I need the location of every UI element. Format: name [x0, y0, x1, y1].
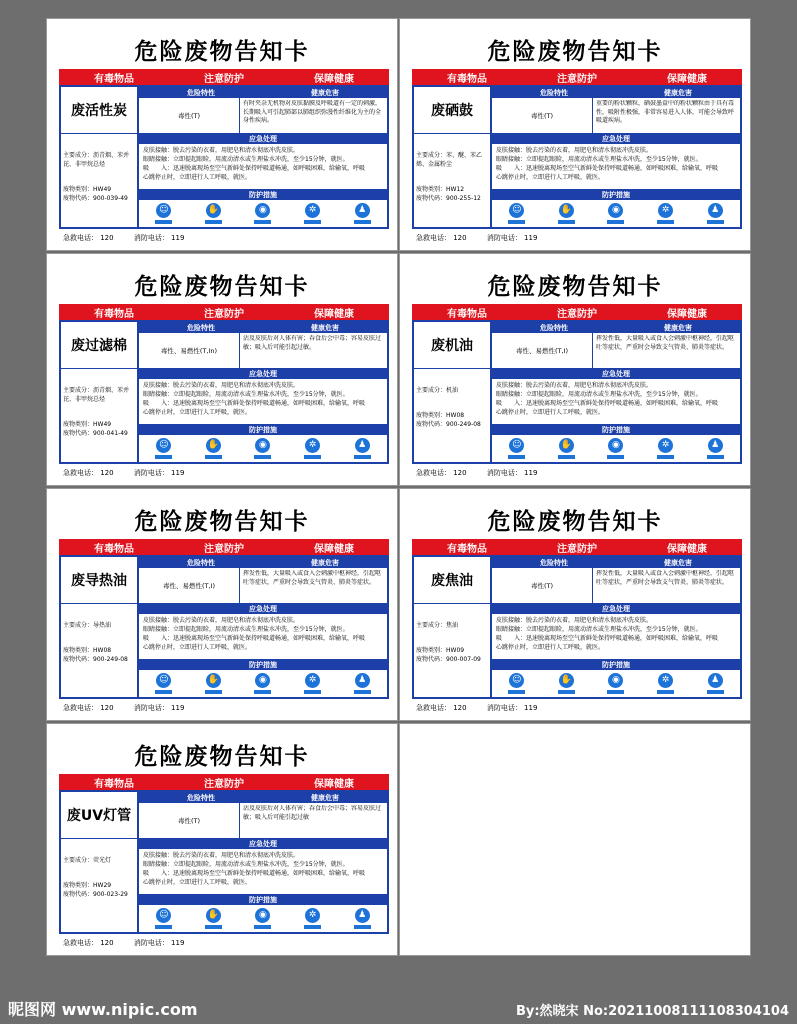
- respirator-icon: ☺: [155, 908, 172, 930]
- waste-category: 废物类别：HW08: [416, 412, 465, 419]
- respirator-icon: ☺: [508, 673, 525, 695]
- waste-category: 废物类别：HW29: [63, 882, 112, 889]
- hazard-property: 毒性(T): [492, 98, 593, 133]
- emergency-line: 眼睛接触：立即提起眼睑，用流动清水或生理盐水冲洗，至少15分钟，就医。: [496, 391, 702, 398]
- emergency-line: 心跳停止时，立即进行人工呼吸，就医。: [143, 644, 252, 651]
- hazard-header: 危险特性 健康危害: [492, 557, 740, 568]
- main-component: 主要成分：荧光灯: [63, 857, 112, 864]
- waste-category: 废物类别：HW49: [63, 186, 112, 193]
- protection-header: 防护措施: [139, 189, 387, 200]
- main-component: 主要成分：导热油: [63, 622, 112, 629]
- waste-name: 废导热油: [61, 557, 137, 604]
- card-title: 危险废物告知卡: [487, 39, 663, 65]
- protective-suit-icon: ♟: [354, 438, 371, 460]
- gloves-icon: ✋: [205, 908, 222, 930]
- protective-suit-icon: ♟: [707, 438, 724, 460]
- fire-phone: 消防电话： 119: [133, 469, 185, 477]
- hazard-header: 危险特性 健康危害: [139, 792, 387, 803]
- card-title: 危险废物告知卡: [134, 39, 310, 65]
- waste-name: 废过滤棉: [61, 322, 137, 369]
- ventilation-icon: ✲: [657, 673, 674, 695]
- health-hazard: 重要的粉状颗粒，硒鼓墨盒中的粉状颗粒由于具有毒性，吸附性极强，非常容易进入人体，可能会导致呼吸道疾病。: [596, 100, 735, 124]
- hazard-card: [46, 723, 398, 956]
- card-footer: [416, 233, 555, 243]
- respirator-icon: ☺: [508, 438, 525, 460]
- emergency-line: 眼睛接触：立即提起眼睑，用流动清水或生理盐水冲洗，至少15分钟，就医。: [143, 391, 349, 398]
- waste-category: 废物类别：HW12: [416, 186, 465, 193]
- goggles-icon: ◉: [254, 908, 271, 930]
- hazard-card: [399, 253, 751, 486]
- waste-info: [416, 151, 488, 203]
- goggles-icon: ◉: [607, 438, 624, 460]
- protective-suit-icon: ♟: [354, 203, 371, 225]
- emergency-line: 皮肤接触：脱去污染的衣着，用肥皂和清水彻底冲洗皮肤。: [143, 147, 300, 154]
- emergency-header: 应急处理: [139, 368, 387, 379]
- emergency-line: 心跳停止时，立即进行人工呼吸，就医。: [143, 174, 252, 181]
- card-title: 危险废物告知卡: [134, 274, 310, 300]
- card-footer: [416, 468, 555, 478]
- emergency-text: [143, 616, 384, 652]
- emergency-text: [496, 146, 737, 182]
- hazard-card: [46, 488, 398, 721]
- ventilation-icon: ✲: [657, 438, 674, 460]
- watermark-site: 昵图网 www.nipic.com: [8, 1000, 198, 1019]
- waste-info: [416, 386, 488, 429]
- health-hazard: 挥发性低，大量吸入或食入会刺激中枢神经，引起呕吐等症状，严重时会导致支气管炎、肺炎等症状。: [596, 570, 735, 586]
- emergency-header: 应急处理: [492, 133, 740, 144]
- goggles-icon: ◉: [607, 673, 624, 695]
- protection-header: 防护措施: [492, 424, 740, 435]
- respirator-icon: ☺: [155, 203, 172, 225]
- emergency-phone: 急救电话： 120: [63, 469, 114, 477]
- emergency-header: 应急处理: [139, 603, 387, 614]
- waste-code: 废物代码：900-039-49: [63, 195, 128, 202]
- emergency-phone: 急救电话： 120: [416, 704, 467, 712]
- emergency-phone: 急救电话： 120: [416, 469, 467, 477]
- card-footer: [416, 703, 555, 713]
- hazard-property: 毒性(T): [139, 803, 240, 838]
- protection-header: 防护措施: [492, 659, 740, 670]
- ventilation-icon: ✲: [657, 203, 674, 225]
- card-title: 危险废物告知卡: [487, 274, 663, 300]
- card-title: 危险废物告知卡: [134, 509, 310, 535]
- card-title: 危险废物告知卡: [134, 744, 310, 770]
- main-component: 主要成分：沥青烟、苯并芘、非甲烷总烃: [63, 152, 130, 168]
- protection-icons: [139, 200, 387, 227]
- protection-icons: [492, 435, 740, 462]
- protective-suit-icon: ♟: [354, 673, 371, 695]
- emergency-line: 心跳停止时，立即进行人工呼吸，就医。: [496, 409, 605, 416]
- hazard-header: 危险特性 健康危害: [139, 87, 387, 98]
- emergency-line: 皮肤接触：脱去污染的衣着，用肥皂和清水彻底冲洗皮肤。: [496, 147, 653, 154]
- warning-banner: 有毒物品 注意防护 保障健康: [59, 304, 389, 320]
- warning-banner: 有毒物品 注意防护 保障健康: [412, 304, 742, 320]
- goggles-icon: ◉: [254, 203, 271, 225]
- card-footer: [63, 468, 202, 478]
- emergency-phone: 急救电话： 120: [63, 939, 114, 947]
- hazard-card: [399, 488, 751, 721]
- fire-phone: 消防电话： 119: [486, 704, 538, 712]
- emergency-line: 吸 入：迅速脱离现场至空气新鲜处保持呼吸道畅通，如呼吸困难，给输氧，呼吸: [143, 165, 366, 172]
- waste-name: 废活性炭: [61, 87, 137, 134]
- hazard-property: 毒性(T): [492, 568, 593, 603]
- protection-header: 防护措施: [139, 424, 387, 435]
- emergency-phone: 急救电话： 120: [63, 234, 114, 242]
- gloves-icon: ✋: [558, 438, 575, 460]
- emergency-line: 心跳停止时，立即进行人工呼吸，就医。: [143, 879, 252, 886]
- warning-banner: 有毒物品 注意防护 保障健康: [412, 539, 742, 555]
- emergency-line: 心跳停止时，立即进行人工呼吸，就医。: [496, 174, 605, 181]
- emergency-text: [143, 381, 384, 417]
- emergency-phone: 急救电话： 120: [416, 234, 467, 242]
- waste-name: 废UV灯管: [61, 792, 137, 839]
- respirator-icon: ☺: [155, 438, 172, 460]
- ventilation-icon: ✲: [304, 203, 321, 225]
- health-hazard: 沾及皮肤后对人体有害；吞食后会中毒；容易皮肤过敏；吸入后可能引起过敏: [243, 805, 382, 821]
- hazard-card: [399, 18, 751, 251]
- emergency-line: 皮肤接触：脱去污染的衣着，用肥皂和清水彻底冲洗皮肤。: [496, 617, 653, 624]
- goggles-icon: ◉: [254, 673, 271, 695]
- health-hazard: 沾及皮肤后对人体有害；吞食后会中毒；容易皮肤过敏；吸入后可能引起过敏。: [243, 335, 382, 351]
- fire-phone: 消防电话： 119: [486, 469, 538, 477]
- main-component: 主要成分：苯、醚、苯乙烯、金属粉尘: [416, 152, 483, 168]
- waste-code: 废物代码：900-249-08: [63, 656, 128, 663]
- emergency-line: 吸 入：迅速脱离现场至空气新鲜处保持呼吸道畅通，如呼吸困难，给输氧，呼吸: [143, 635, 366, 642]
- gloves-icon: ✋: [205, 673, 222, 695]
- info-frame: [412, 555, 742, 699]
- ventilation-icon: ✲: [304, 438, 321, 460]
- emergency-line: 眼睛接触：立即提起眼睑，用流动清水或生理盐水冲洗，至少15分钟，就医。: [143, 861, 349, 868]
- empty-panel: [399, 723, 751, 956]
- emergency-header: 应急处理: [139, 838, 387, 849]
- waste-code: 废物代码：900-023-29: [63, 891, 128, 898]
- info-frame: [59, 320, 389, 464]
- warning-banner: 有毒物品 注意防护 保障健康: [59, 539, 389, 555]
- emergency-line: 皮肤接触：脱去污染的衣着，用肥皂和清水彻底冲洗皮肤。: [143, 617, 300, 624]
- protection-icons: [492, 670, 740, 697]
- waste-code: 废物代码：900-249-08: [416, 421, 481, 428]
- info-frame: [59, 790, 389, 934]
- emergency-line: 吸 入：迅速脱离现场至空气新鲜处保持呼吸道畅通，如呼吸困难，给输氧，呼吸: [496, 400, 719, 407]
- info-frame: [59, 85, 389, 229]
- emergency-line: 眼睛接触：立即提起眼睑，用流动清水或生理盐水冲洗，至少15分钟，就医。: [143, 156, 349, 163]
- waste-name: 废机油: [414, 322, 490, 369]
- protection-header: 防护措施: [492, 189, 740, 200]
- health-hazard: 挥发性低，大量吸入或食入会刺激中枢神经，引起呕吐等症状，严重时会导致支气管炎、肺炎等症状。: [243, 570, 382, 586]
- protective-suit-icon: ♟: [707, 673, 724, 695]
- gloves-icon: ✋: [558, 203, 575, 225]
- hazard-card: [46, 18, 398, 251]
- waste-name: 废焦油: [414, 557, 490, 604]
- protection-icons: [139, 905, 387, 932]
- ventilation-icon: ✲: [304, 908, 321, 930]
- waste-info: [63, 151, 135, 203]
- emergency-phone: 急救电话： 120: [63, 704, 114, 712]
- hazard-property: 毒性、易燃性(T,I): [139, 568, 240, 603]
- gloves-icon: ✋: [205, 438, 222, 460]
- fire-phone: 消防电话： 119: [133, 939, 185, 947]
- emergency-line: 吸 入：迅速脱离现场至空气新鲜处保持呼吸道畅通，如呼吸困难，给输氧，呼吸: [143, 870, 366, 877]
- waste-info: [63, 856, 135, 899]
- gloves-icon: ✋: [205, 203, 222, 225]
- waste-code: 废物代码：900-041-49: [63, 430, 128, 437]
- hazard-header: 危险特性 健康危害: [139, 322, 387, 333]
- goggles-icon: ◉: [254, 438, 271, 460]
- protective-suit-icon: ♟: [354, 908, 371, 930]
- waste-code: 废物代码：900-255-12: [416, 195, 481, 202]
- info-frame: [59, 555, 389, 699]
- emergency-header: 应急处理: [139, 133, 387, 144]
- emergency-header: 应急处理: [492, 368, 740, 379]
- gloves-icon: ✋: [558, 673, 575, 695]
- emergency-line: 吸 入：迅速脱离现场至空气新鲜处保持呼吸道畅通，如呼吸困难，给输氧，呼吸: [143, 400, 366, 407]
- warning-banner: 有毒物品 注意防护 保障健康: [59, 69, 389, 85]
- protection-icons: [139, 435, 387, 462]
- protection-icons: [139, 670, 387, 697]
- emergency-line: 吸 入：迅速脱离现场至空气新鲜处保持呼吸道畅通，如呼吸困难，给输氧，呼吸: [496, 635, 719, 642]
- waste-info: [63, 621, 135, 664]
- card-footer: [63, 938, 202, 948]
- info-frame: [412, 320, 742, 464]
- fire-phone: 消防电话： 119: [133, 704, 185, 712]
- waste-name: 废硒鼓: [414, 87, 490, 134]
- warning-banner: 有毒物品 注意防护 保障健康: [412, 69, 742, 85]
- protective-suit-icon: ♟: [707, 203, 724, 225]
- emergency-line: 皮肤接触：脱去污染的衣着，用肥皂和清水彻底冲洗皮肤。: [143, 852, 300, 859]
- hazard-header: 危险特性 健康危害: [492, 87, 740, 98]
- respirator-icon: ☺: [155, 673, 172, 695]
- respirator-icon: ☺: [508, 203, 525, 225]
- hazard-property: 毒性、易燃性(T,I): [492, 333, 593, 368]
- watermark-id: By:然晓宋 No:20211008111108304104: [515, 1004, 789, 1019]
- hazard-property: 毒性(T): [139, 98, 240, 133]
- emergency-line: 皮肤接触：脱去污染的衣着，用肥皂和清水彻底冲洗皮肤。: [143, 382, 300, 389]
- health-hazard: 有时夹杂无机物对皮肤黏膜及呼吸道有一定的刺激，长期吸入可引起肺部以肺组织弥漫性纤维化为主的全身性疾病。: [243, 100, 382, 124]
- warning-banner: 有毒物品 注意防护 保障健康: [59, 774, 389, 790]
- hazard-property: 毒性、易燃性(T,In): [139, 333, 240, 368]
- waste-info: [63, 386, 135, 438]
- emergency-line: 眼睛接触：立即提起眼睑，用流动清水或生理盐水冲洗，至少15分钟，就医。: [496, 626, 702, 633]
- waste-info: [416, 621, 488, 664]
- protection-header: 防护措施: [139, 659, 387, 670]
- emergency-text: [496, 381, 737, 417]
- emergency-line: 眼睛接触：立即提起眼睑，用流动清水或生理盐水冲洗，至少15分钟，就医。: [143, 626, 349, 633]
- emergency-line: 眼睛接触：立即提起眼睑，用流动清水或生理盐水冲洗，至少15分钟，就医。: [496, 156, 702, 163]
- emergency-line: 心跳停止时，立即进行人工呼吸，就医。: [496, 644, 605, 651]
- health-hazard: 挥发性低，大量吸入或食入会刺激中枢神经，引起呕吐等症状，严重时会导致支气管炎、肺炎等症状。: [596, 335, 735, 351]
- emergency-text: [143, 851, 384, 887]
- card-footer: [63, 703, 202, 713]
- emergency-header: 应急处理: [492, 603, 740, 614]
- hazard-header: 危险特性 健康危害: [492, 322, 740, 333]
- fire-phone: 消防电话： 119: [486, 234, 538, 242]
- protection-icons: [492, 200, 740, 227]
- emergency-line: 心跳停止时，立即进行人工呼吸，就医。: [143, 409, 252, 416]
- goggles-icon: ◉: [607, 203, 624, 225]
- fire-phone: 消防电话： 119: [133, 234, 185, 242]
- protection-header: 防护措施: [139, 894, 387, 905]
- waste-code: 废物代码：900-007-09: [416, 656, 481, 663]
- main-component: 主要成分：沥青烟、苯并芘、非甲烷总烃: [63, 387, 130, 403]
- emergency-text: [496, 616, 737, 652]
- ventilation-icon: ✲: [304, 673, 321, 695]
- card-footer: [63, 233, 202, 243]
- waste-category: 废物类别：HW08: [63, 647, 112, 654]
- hazard-header: 危险特性 健康危害: [139, 557, 387, 568]
- waste-category: 废物类别：HW49: [63, 421, 112, 428]
- emergency-line: 皮肤接触：脱去污染的衣着，用肥皂和清水彻底冲洗皮肤。: [496, 382, 653, 389]
- emergency-text: [143, 146, 384, 182]
- main-component: 主要成分：焦油: [416, 622, 459, 629]
- hazard-card: [46, 253, 398, 486]
- waste-category: 废物类别：HW09: [416, 647, 465, 654]
- card-title: 危险废物告知卡: [487, 509, 663, 535]
- main-component: 主要成分：机油: [416, 387, 459, 394]
- info-frame: [412, 85, 742, 229]
- emergency-line: 吸 入：迅速脱离现场至空气新鲜处保持呼吸道畅通，如呼吸困难，给输氧，呼吸: [496, 165, 719, 172]
